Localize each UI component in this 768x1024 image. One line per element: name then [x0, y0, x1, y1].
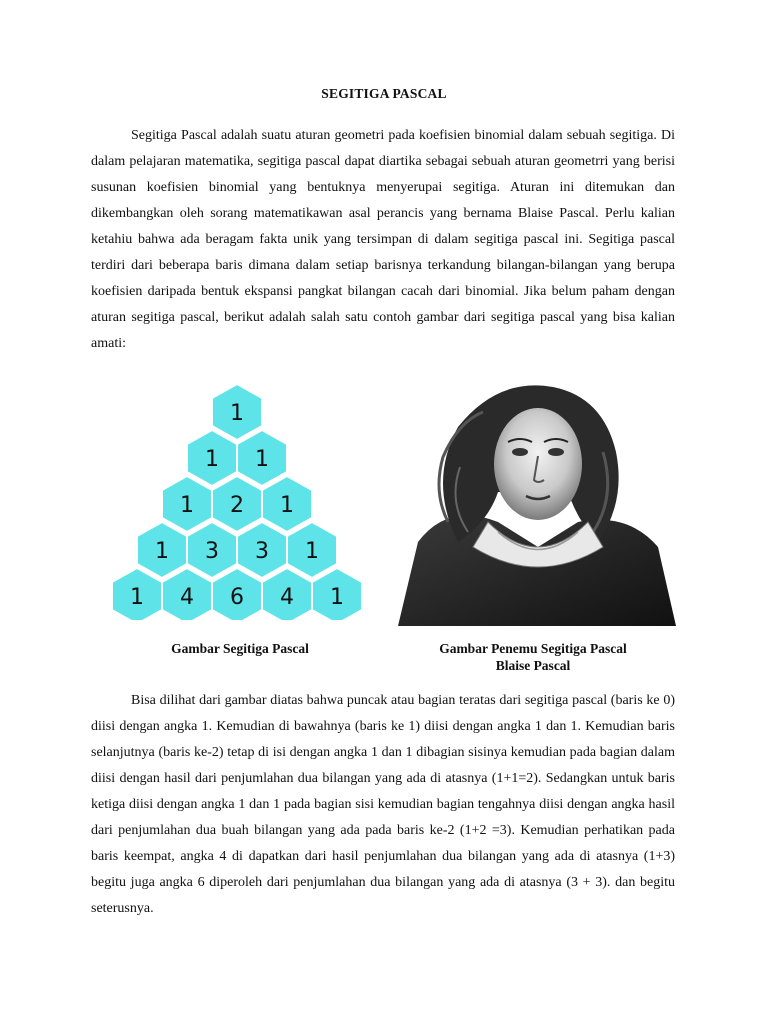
intro-paragraph [91, 123, 675, 357]
pascal-number: 4 [180, 585, 194, 610]
caption-portrait-line2: Blaise Pascal [495, 658, 571, 673]
pascal-number: 2 [230, 493, 244, 518]
pascal-cell-r4-c3 [262, 568, 312, 620]
page-title: SEGITIGA PASCAL [321, 86, 447, 101]
explanation-paragraph [91, 688, 675, 922]
caption-portrait [410, 640, 656, 674]
pascal-number: 1 [305, 539, 319, 564]
explanation-paragraph-text: Bisa dilihat dari gambar diatas bahwa puncak atau bagian teratas dari segitiga pascal (baris ke 0) diisi dengan angka 1. Kemudian di bawahnya (baris ke 1) diisi dengan angka 1 dan 1. Kemudian baris selanjutnya (baris ke-2) tetap di isi dengan angka 1 dan 1 dibagian sisinya kemudian pada bagian dalam diisi dengan hasil dari penjumlahan dua bilangan yang ada di atasnya (1+1=2). Sedangkan untuk baris ketiga diisi dengan angka 1 dan 1 pada bagian sisi kemudian bagian tengahnya diisi dengan angka hasil dari penjumlahan dua buah bilangan yang ada pada baris ke-2 (1+2 =3). Kemudian perhatikan pada baris keempat, angka 4 di dapatkan dari hasil penjumlahan dua bilangan yang ada di atasnya (1+3) begitu juga angka 6 diperoleh dari penjumlahan dua bilangan yang ada di atasnya (3 + 3). dan begitu seterusnya. [91, 693, 675, 916]
pascal-cell-r3-c2 [237, 522, 287, 578]
portrait-blaise-pascal-icon [388, 372, 676, 626]
pascal-number: 1 [330, 585, 344, 610]
pascal-number: 3 [205, 539, 219, 564]
pascal-cell-r1-c1 [237, 430, 287, 486]
pascal-number: 1 [180, 493, 194, 518]
pascal-cell-r4-c4 [312, 568, 362, 620]
pascal-number: 1 [255, 447, 269, 472]
pascal-number: 1 [230, 401, 244, 426]
pascal-cell-r3-c0 [137, 522, 187, 578]
pascal-number: 3 [255, 539, 269, 564]
pascal-number: 1 [155, 539, 169, 564]
pascal-number: 6 [230, 585, 244, 610]
pascal-cell-r1-c0 [187, 430, 237, 486]
caption-pascal-triangle: Gambar Segitiga Pascal [171, 641, 309, 656]
pascal-number: 4 [280, 585, 294, 610]
pascal-cell-r3-c3 [287, 522, 337, 578]
pascal-cell-r4-c0 [112, 568, 162, 620]
pascal-cell-r4-c1 [162, 568, 212, 620]
pascal-number: 1 [205, 447, 219, 472]
pascal-triangle-figure [106, 380, 368, 620]
pascal-number: 1 [280, 493, 294, 518]
pascal-cell-r3-c1 [187, 522, 237, 578]
pascal-cell-r2-c2 [262, 476, 312, 532]
pascal-cell-r0-c0 [212, 384, 262, 440]
pascal-triangle-svg [106, 380, 368, 620]
blaise-pascal-portrait [388, 372, 676, 626]
pascal-number: 1 [130, 585, 144, 610]
intro-paragraph-text: Segitiga Pascal adalah suatu aturan geometri pada koefisien binomial dalam sebuah segitiga. Di dalam pelajaran matematika, segitiga pascal dapat diartika sebagai sebuah aturan geometrri yang berisi susunan koefisien binomial yang bentuknya menyerupai segitiga. Aturan ini ditemukan dan dikembangkan oleh sorang matematikawan asal perancis yang bernama Blaise Pascal. Perlu kalian ketahiu bahwa ada beragam fakta unik yang tersimpan di dalam segitiga pascal ini. Segitiga pascal terdiri dari beberapa baris dimana dalam setiap barisnya terkandung bilangan-bilangan yang berupa koefisien daripada bentuk ekspansi pangkat bilangan cacah dari binomial. Jika belum paham dengan aturan segitiga pascal, berikut adalah salah satu contoh gambar dari segitiga pascal yang bisa kalian amati: [91, 128, 675, 351]
caption-portrait-line1: Gambar Penemu Segitiga Pascal [439, 641, 627, 656]
pascal-cell-r2-c1 [212, 476, 262, 532]
pascal-cell-r4-c2 [212, 568, 262, 620]
pascal-cell-r2-c0 [162, 476, 212, 532]
